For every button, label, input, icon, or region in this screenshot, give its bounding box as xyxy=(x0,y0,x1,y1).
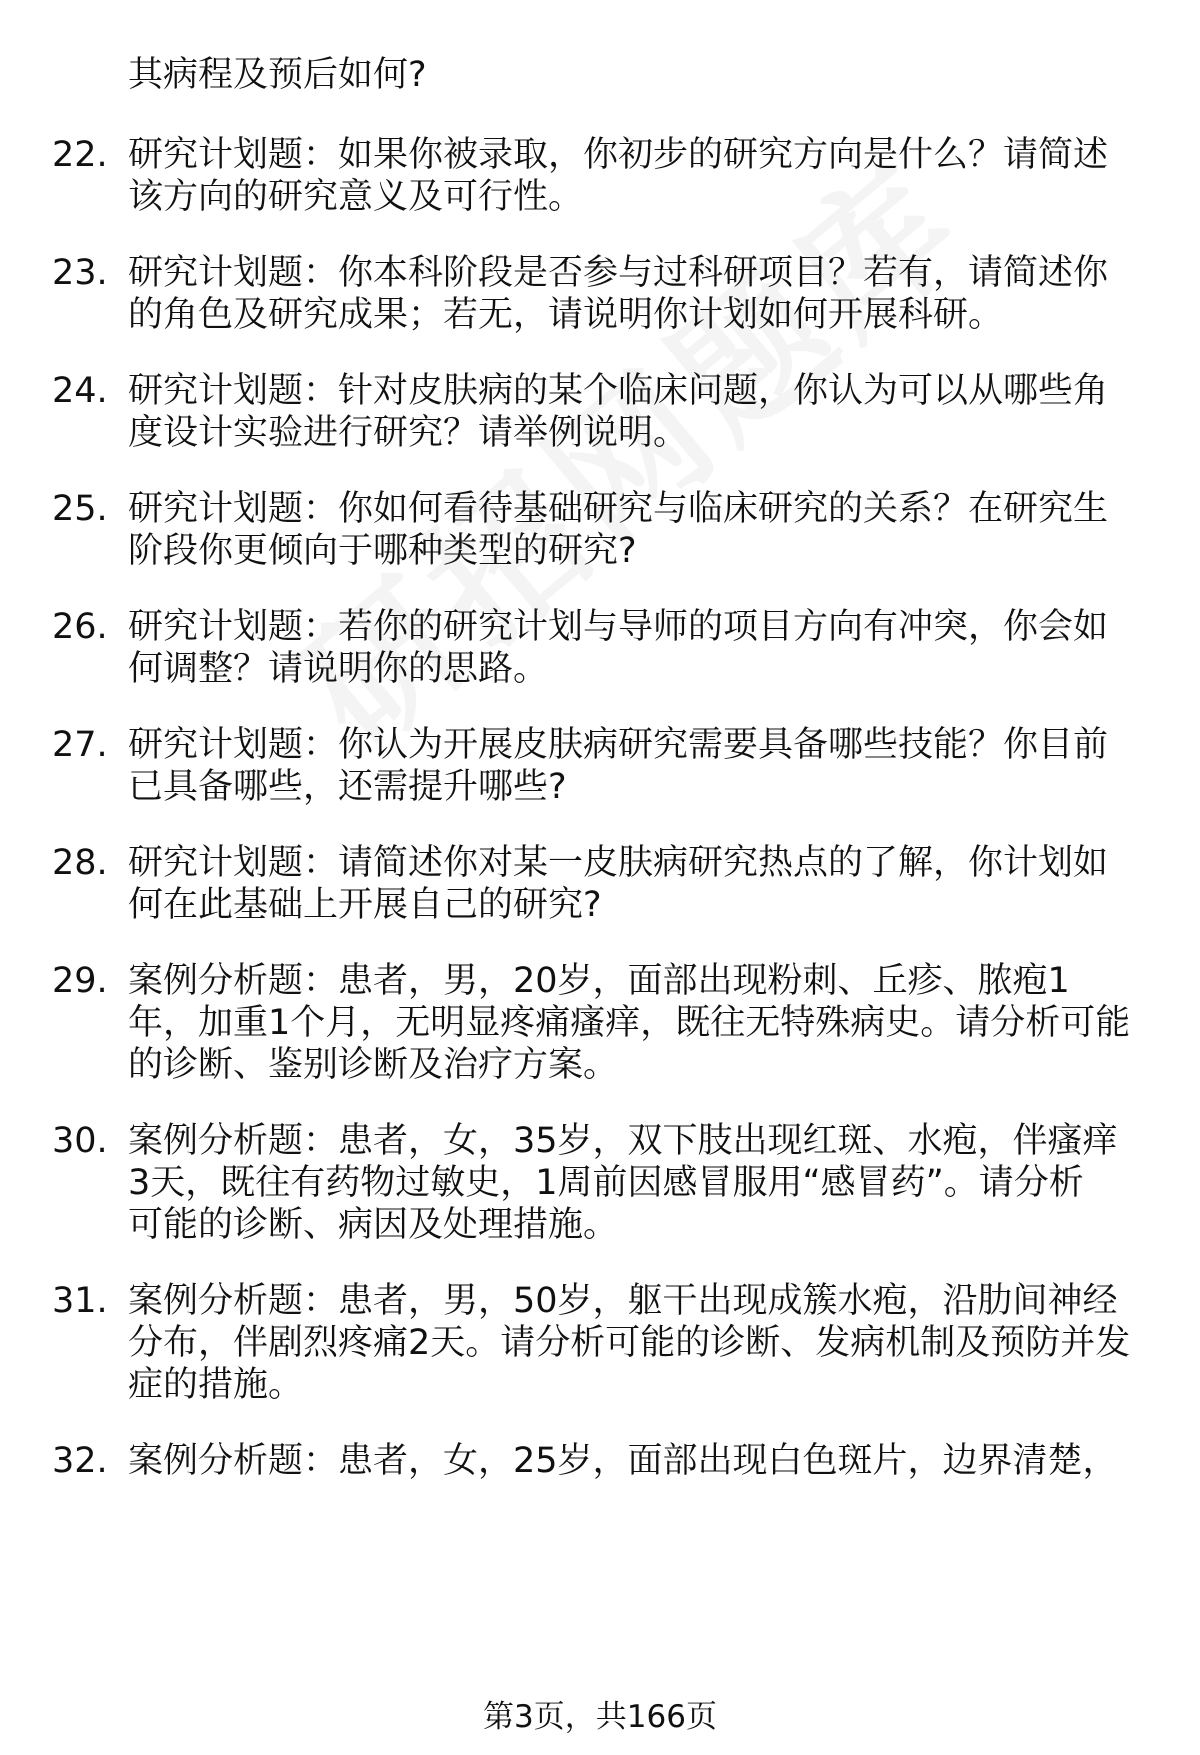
item-number: 31. xyxy=(52,1281,108,1321)
item-number: 28. xyxy=(52,843,108,883)
item-number: 29. xyxy=(52,961,108,1001)
item-number: 24. xyxy=(52,371,108,411)
item-text-line: 度设计实验进行研究？请举例说明。 xyxy=(128,413,689,453)
item-text-line: 研究计划题：你本科阶段是否参与过科研项目？若有，请简述你 xyxy=(128,253,1109,293)
item-number: 23. xyxy=(52,253,108,293)
item-text-line: 该方向的研究意义及可行性。 xyxy=(128,177,584,217)
item-text-line: 何在此基础上开展自己的研究? xyxy=(128,885,602,925)
item-number: 26. xyxy=(52,607,108,647)
item-number: 32. xyxy=(52,1441,108,1481)
item-number: 22. xyxy=(52,135,108,175)
continuation-line: 其病程及预后如何? xyxy=(128,55,427,95)
item-text-line: 研究计划题：你认为开展皮肤病研究需要具备哪些技能？你目前 xyxy=(128,725,1109,765)
item-number: 30. xyxy=(52,1121,108,1161)
item-text-line: 研究计划题：你如何看待基础研究与临床研究的关系？在研究生 xyxy=(128,489,1109,529)
item-number: 27. xyxy=(52,725,108,765)
item-text-line: 可能的诊断、病因及处理措施。 xyxy=(128,1205,619,1245)
item-text-line: 阶段你更倾向于哪种类型的研究? xyxy=(128,531,637,571)
item-text-line: 已具备哪些，还需提升哪些? xyxy=(128,767,567,807)
item-text-line: 症的措施。 xyxy=(128,1365,304,1405)
item-text-line: 分布，伴剧烈疼痛2天。请分析可能的诊断、发病机制及预防并发 xyxy=(128,1323,1131,1363)
item-text-line: 案例分析题：患者，男，20岁，面部出现粉刺、丘疹、脓疱1 xyxy=(128,961,1070,1001)
page-footer: 第3页，共166页 xyxy=(483,1699,717,1735)
item-text-line: 研究计划题：若你的研究计划与导师的项目方向有冲突，你会如 xyxy=(128,607,1109,647)
item-text-line: 3天，既往有药物过敏史，1周前因感冒服用“感冒药”。请分析 xyxy=(128,1163,1084,1203)
item-text-line: 年，加重1个月，无明显疼痛瘙痒，既往无特殊病史。请分析可能 xyxy=(128,1003,1131,1043)
item-text-line: 案例分析题：患者，男，50岁，躯干出现成簇水疱，沿肋间神经 xyxy=(128,1281,1118,1321)
item-text-line: 案例分析题：患者，女，35岁，双下肢出现红斑、水疱，伴瘙痒 xyxy=(128,1121,1118,1161)
item-text-line: 研究计划题：如果你被录取，你初步的研究方向是什么？请简述 xyxy=(128,135,1109,175)
item-text-line: 何调整？请说明你的思路。 xyxy=(128,649,549,689)
item-number: 25. xyxy=(52,489,108,529)
item-text-line: 研究计划题：请简述你对某一皮肤病研究热点的了解，你计划如 xyxy=(128,843,1109,883)
item-text-line: 的诊断、鉴别诊断及治疗方案。 xyxy=(128,1045,619,1085)
item-text-line: 研究计划题：针对皮肤病的某个临床问题，你认为可以从哪些角 xyxy=(128,371,1109,411)
item-text-line: 的角色及研究成果；若无，请说明你计划如何开展科研。 xyxy=(128,295,1004,335)
item-text-line: 案例分析题：患者，女，25岁，面部出现白色斑片，边界清楚， xyxy=(128,1441,1118,1481)
